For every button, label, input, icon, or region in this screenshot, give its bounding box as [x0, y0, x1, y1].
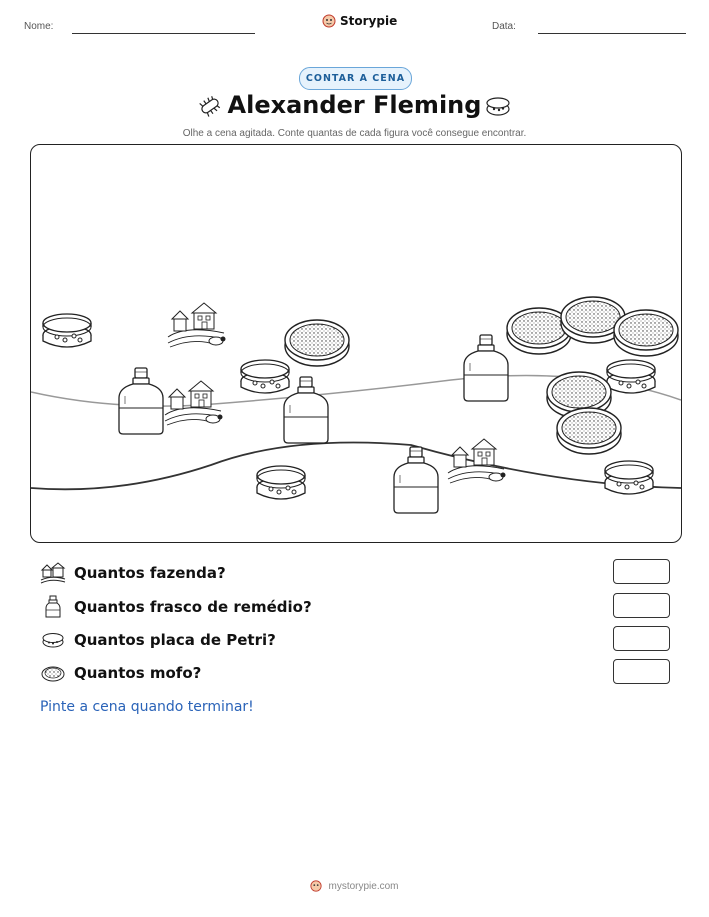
- question-text: Quantos fazenda?: [74, 564, 226, 582]
- counting-scene: [30, 144, 682, 543]
- page-title: Alexander Fleming: [227, 91, 482, 119]
- date-label: Data:: [492, 21, 516, 32]
- name-field[interactable]: [72, 33, 255, 34]
- question-text: Quantos placa de Petri?: [74, 631, 276, 649]
- answer-box-mold[interactable]: [613, 659, 670, 684]
- medicine-bottle-icon: [394, 447, 438, 513]
- mold-icon: [614, 310, 678, 356]
- answer-box-farm[interactable]: [613, 559, 670, 584]
- question-petri-dish: [40, 628, 276, 652]
- medicine-bottle-icon: [40, 595, 66, 619]
- answer-box-petri-dish[interactable]: [613, 626, 670, 651]
- farm-icon: [448, 439, 506, 483]
- mold-icon: [40, 661, 66, 685]
- medicine-bottle-icon: [119, 368, 163, 434]
- mold-icon: [285, 320, 349, 366]
- date-field[interactable]: [538, 33, 686, 34]
- storypie-logo-icon: [310, 880, 322, 892]
- petri-dish-icon: [605, 461, 653, 494]
- question-mold: [40, 661, 201, 685]
- petri-dish-icon: [43, 314, 91, 347]
- petri-dish-icon: [607, 360, 655, 393]
- name-label: Nome:: [24, 21, 54, 32]
- mold-icon: [557, 408, 621, 454]
- medicine-bottle-icon: [284, 377, 328, 443]
- petri-dish-icon: [241, 360, 289, 393]
- question-text: Quantos frasco de remédio?: [74, 598, 312, 616]
- farm-icon: [40, 561, 66, 585]
- coloring-note: Pinte a cena quando terminar!: [40, 699, 254, 715]
- activity-badge: CONTAR A CENA: [299, 67, 412, 90]
- answer-box-medicine-bottle[interactable]: [613, 593, 670, 618]
- site-url[interactable]: mystorypie.com: [328, 880, 399, 892]
- petri-dish-icon: [257, 466, 305, 499]
- farm-icon: [168, 303, 226, 347]
- medicine-bottle-icon: [464, 335, 508, 401]
- petri-dish-icon: [40, 628, 66, 652]
- petri-dish-icon: [484, 92, 512, 120]
- brand-name: Storypie: [340, 14, 398, 28]
- instructions: Olhe a cena agitada. Conte quantas de cada figura você consegue encontrar.: [182, 128, 527, 139]
- brand: [322, 14, 397, 28]
- site-footer: [0, 880, 709, 892]
- question-medicine-bottle: [40, 595, 312, 619]
- storypie-logo-icon: [322, 14, 336, 28]
- farm-icon: [165, 381, 223, 425]
- question-farm: [40, 561, 226, 585]
- question-text: Quantos mofo?: [74, 664, 202, 682]
